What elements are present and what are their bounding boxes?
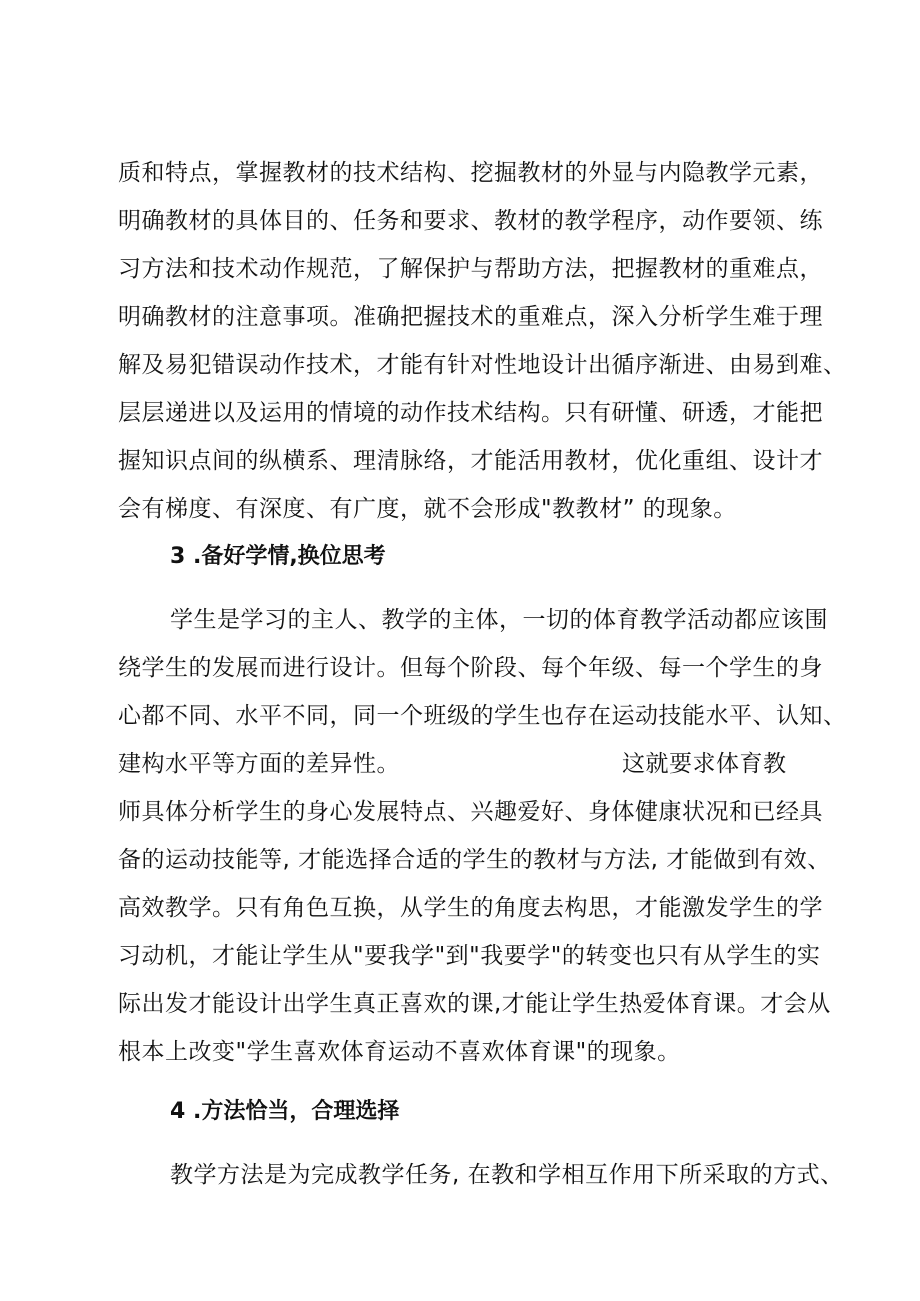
paragraph-1-line-4: 明确教材的注意事项。准确把握技术的重难点，深入分析学生难于理	[118, 304, 823, 330]
paragraph-2-line-8: 习动机，才能让学生从"要我学"到"我要学"的转变也只有从学生的实	[118, 943, 821, 969]
section-heading-4: 4 .方法恰当，合理选择	[170, 1099, 400, 1124]
section-heading-3: 3 .备好学情,换位思考	[170, 544, 386, 569]
paragraph-2-line-6: 备的运动技能等, 才能选择合适的学生的教材与方法, 才能做到有效、	[118, 847, 831, 873]
paragraph-1-line-6: 层层递进以及运用的情境的动作技术结构。只有研懂、研透，才能把	[118, 400, 823, 426]
paragraph-2-line-7: 高效教学。只有角色互换，从学生的角度去构思，才能激发学生的学	[118, 895, 823, 921]
paragraph-2-line-3: 心都不同、水平不同，同一个班级的学生也存在运动技能水平、认知、	[118, 703, 847, 729]
paragraph-1-line-5: 解及易犯错误动作技术，才能有针对性地设计出循序渐进、由易到难、	[118, 352, 847, 378]
paragraph-1-line-3: 习方法和技术动作规范，了解保护与帮助方法，把握教材的重难点，	[118, 256, 823, 282]
paragraph-2-line-9: 际出发才能设计出学生真正喜欢的课,才能让学生热爱体育课。才会从	[118, 991, 831, 1017]
paragraph-1-line-8: 会有梯度、有深度、有广度，就不会形成"教教材” 的现象。	[118, 496, 737, 522]
paragraph-2-line-4-left: 建构水平等方面的差异性。	[118, 751, 400, 777]
paragraph-1-line-7: 握知识点间的纵横系、理清脉络，才能活用教材，优化重组、设计才	[118, 448, 823, 474]
paragraph-1-line-1: 质和特点，掌握教材的技术结构、挖掘教材的外显与内隐教学元素，	[118, 160, 823, 186]
paragraph-1-line-2: 明确教材的具体目的、任务和要求、教材的教学程序，动作要领、练	[118, 208, 823, 234]
paragraph-2-line-10: 根本上改变"学生喜欢体育运动不喜欢体育课"的现象。	[118, 1039, 681, 1065]
paragraph-2-line-5: 师具体分析学生的身心发展特点、兴趣爱好、身体健康状况和已经具	[118, 799, 823, 825]
paragraph-3-line-1: 教学方法是为完成教学任务, 在教和学相互作用下所采取的方式、	[170, 1162, 844, 1188]
paragraph-2-line-1: 学生是学习的主人、教学的主体，一切的体育教学活动都应该围	[170, 607, 828, 633]
paragraph-2-line-4-right: 这就要求体育教	[622, 751, 787, 777]
paragraph-2-line-2: 绕学生的发展而进行设计。但每个阶段、每个年级、每一个学生的身	[118, 655, 823, 681]
